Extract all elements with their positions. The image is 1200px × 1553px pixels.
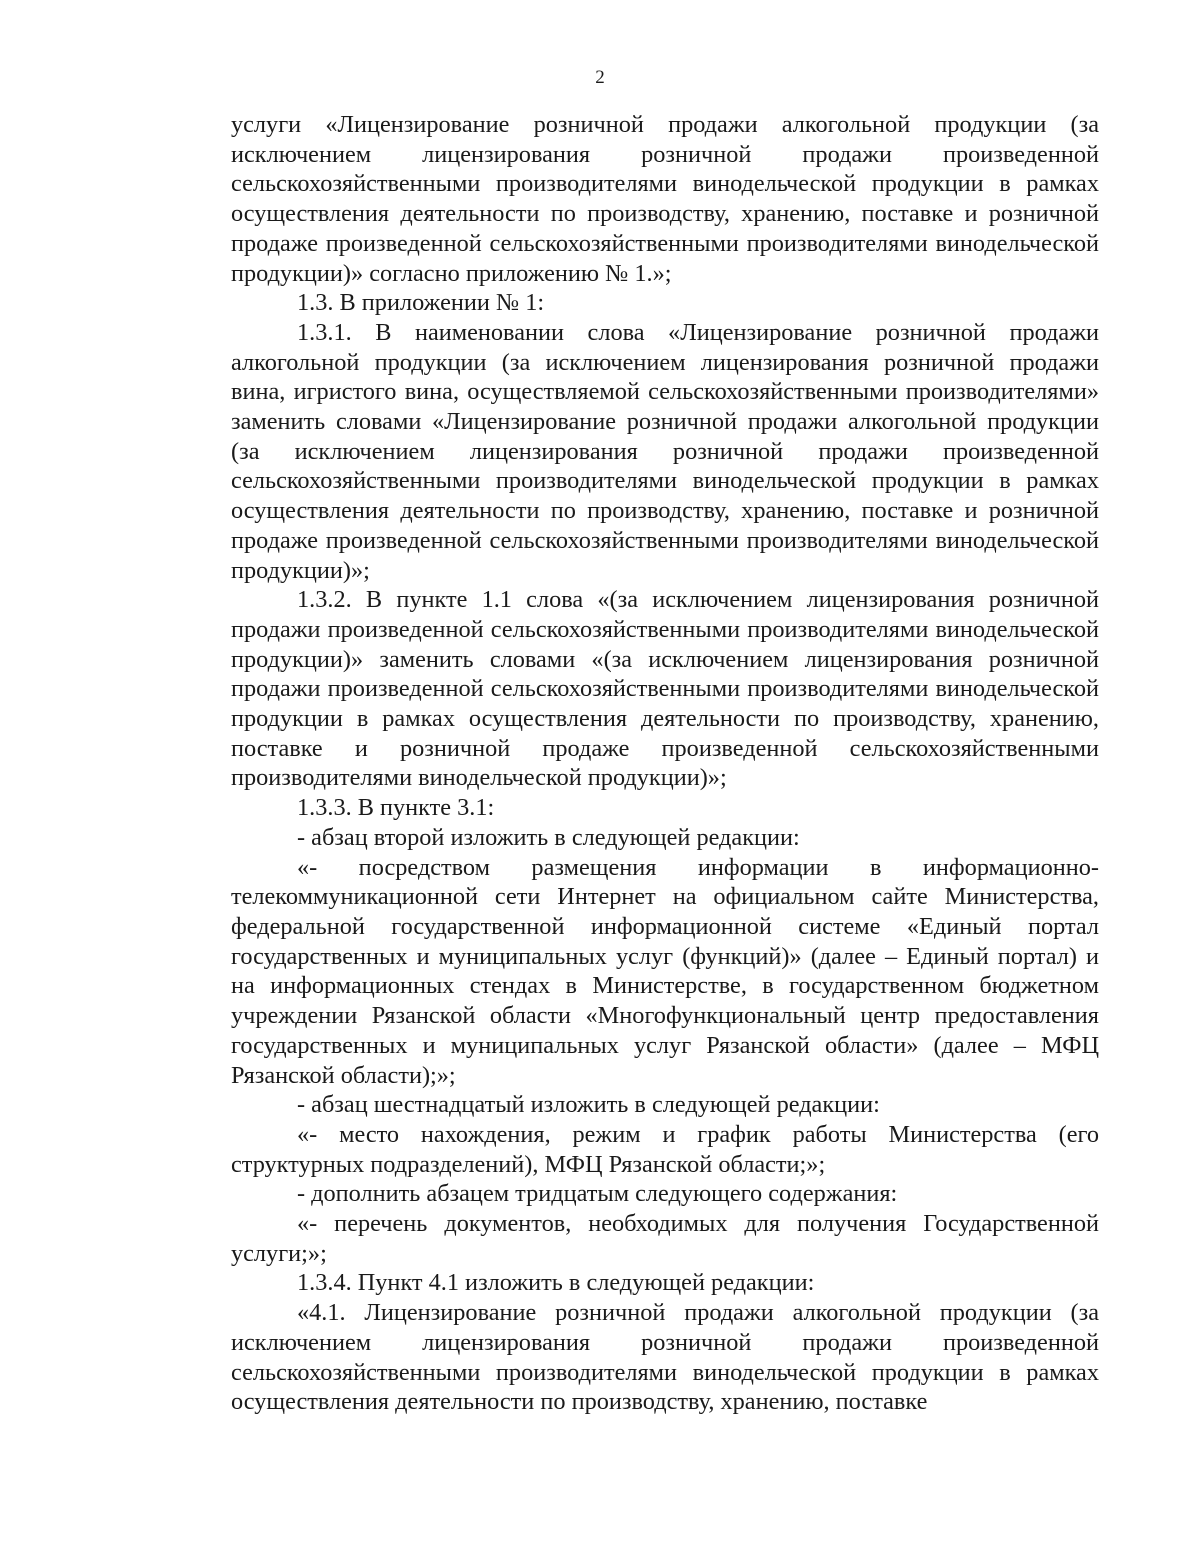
paragraph-1-3-2: 1.3.2. В пункте 1.1 слова «(за исключением лицензирования розничной продажи произведенной сельскохозяйственными производителями винодельческой продукции)» заменить словами «(за исключением лицензирования розничной продажи произведенной сельскохозяйственными производителями винодельческой продукции в рамках осуществления деятельности по производству, хранению, поставке и розничной продаже произведенной сельскохозяйственными производителями винодельческой продукции)»; (231, 586, 1099, 792)
paragraph-abzac-shestnadcatyy: - абзац шестнадцатый изложить в следующей редакции: (297, 1091, 880, 1119)
paragraph-abzac-tridcatyy: - дополнить абзацем тридцатым следующего содержания: (297, 1180, 898, 1208)
paragraph-quoted-internet: «- посредством размещения информации в информационно-телекоммуникационной сети Интернет на официальном сайте Министерства, федеральной государственной информационной системе «Единый портал государственных и муниципальных услуг (функций)» (далее – Единый портал) и на информационных стендах в Министерстве, в государственном бюджетном учреждении Рязанской области «Многофункциональный центр предоставления государственных и муниципальных услуг Рязанской области» (далее – МФЦ Рязанской области);»; (231, 853, 1099, 1089)
paragraph-continuation: услуги «Лицензирование розничной продажи алкогольной продукции (за исключением лицензирования розничной продажи произведенной сельскохозяйственными производителями винодельческой продукции в рамках осуществления деятельности по производству, хранению, поставке и розничной продаже произведенной сельскохозяйственными производителями винодельческой продукции)» согласно приложению № 1.»; (231, 111, 1099, 287)
paragraph-1-3: 1.3. В приложении № 1: (297, 289, 545, 317)
paragraph-quoted-perechen: «- перечень документов, необходимых для получения Государственной услуги;»; (231, 1210, 1099, 1267)
page-number: 2 (595, 67, 605, 88)
document-body (231, 110, 1099, 1417)
paragraph-quoted-mesto: «- место нахождения, режим и график работы Министерства (его структурных подразделений), МФЦ Рязанской области;»; (231, 1120, 1099, 1178)
paragraph-abzac-vtoroy: - абзац второй изложить в следующей редакции: (297, 823, 800, 851)
paragraph-1-3-4: 1.3.4. Пункт 4.1 изложить в следующей редакции: (297, 1269, 815, 1297)
paragraph-1-3-3: 1.3.3. В пункте 3.1: (297, 794, 495, 822)
paragraph-1-3-1: 1.3.1. В наименовании слова «Лицензирование розничной продажи алкогольной продукции (за исключением лицензирования розничной продажи вина, игристого вина, осуществляемой сельскохозяйственными производителями» заменить словами «Лицензирование розничной продажи алкогольной продукции (за исключением лицензирования розничной продажи произведенной сельскохозяйственными производителями винодельческой продукции в рамках осуществления деятельности по производству, хранению, поставке и розничной продаже произведенной сельскохозяйственными производителями винодельческой продукции)»; (231, 318, 1099, 584)
paragraph-quoted-4-1: «4.1. Лицензирование розничной продажи алкогольной продукции (за исключением лицензирования розничной продажи произведенной сельскохозяйственными производителями винодельческой продукции в рамках осуществления деятельности по производству, хранению, поставке (231, 1299, 1099, 1416)
